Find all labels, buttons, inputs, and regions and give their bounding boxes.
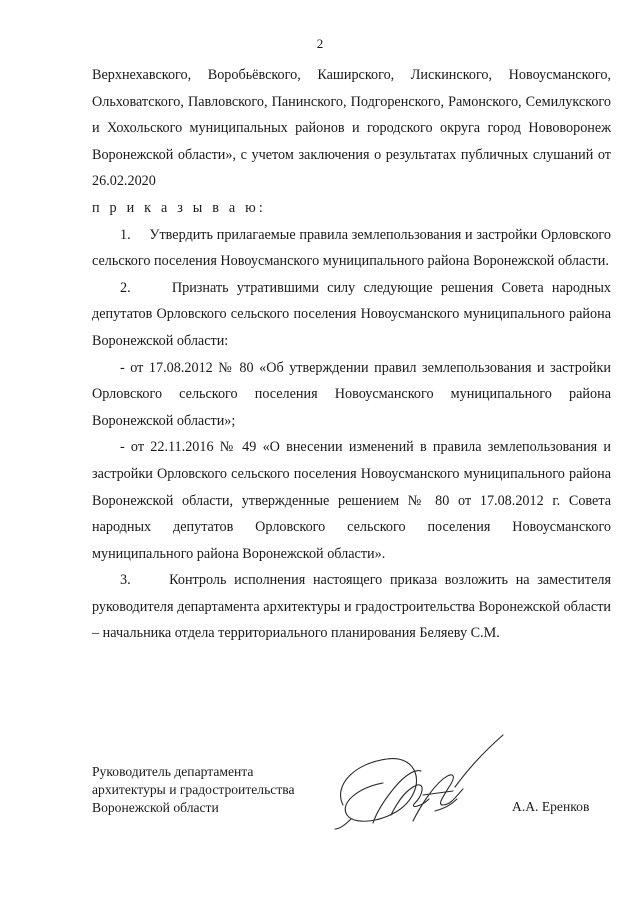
paragraph-item-2-sub-1: - от 17.08.2012 № 80 «Об утверждении правил землепользования и застройки Орловского сельского поселения Новоусманского муниципального района Воронежской области»; <box>92 359 611 429</box>
paragraph-item-1: 1. Утвердить прилагаемые правила землепользования и застройки Орловского сельского поселения Новоусманского муниципального района Воронежской области. <box>92 226 611 270</box>
document-body <box>92 62 611 647</box>
signatory-position <box>92 763 295 817</box>
paragraph-item-3: 3. Контроль исполнения настоящего приказа возложить на заместителя руководителя департамента архитектуры и градостроительства Воронежской области – начальника отдела территориального планирования Беляеву С.М. <box>92 572 611 642</box>
page-number: 2 <box>316 36 324 51</box>
paragraph-item-2: 2. Признать утратившими силу следующие решения Совета народных депутатов Орловского сельского поселения Новоусманского муниципального района Воронежской области: <box>92 279 611 349</box>
signatory-position-line: Руководитель департамента <box>92 764 254 779</box>
signatory-position-line: Воронежской области <box>92 800 219 815</box>
paragraph-preamble: Верхнехавского, Воробьёвского, Каширского, Лискинского, Новоусманского, Ольховатского, Павловского, Панинского, Подгоренского, Рамонского, Семилукского и Хохольского муниципальных районов и городского округа город Нововоронеж Воронежской области», с учетом заключения о результатах публичных слушаний от 26.02.2020 <box>92 67 611 190</box>
handwritten-signature <box>325 725 515 845</box>
paragraph-item-2-sub-2: - от 22.11.2016 № 49 «О внесении изменений в правила землепользования и застройки Орловского сельского поселения Новоусманского муниципального района Воронежской области, утвержденные решением № 80 от 17.08.2012 г. Совета народных депутатов Орловского сельского поселения Новоусманского муниципального района Воронежской области». <box>92 439 611 562</box>
signatory-position-line: архитектуры и градостроительства <box>92 782 295 797</box>
signatory-name: А.А. Еренков <box>512 799 590 814</box>
order-heading: п р и к а з ы в а ю: <box>92 199 267 216</box>
